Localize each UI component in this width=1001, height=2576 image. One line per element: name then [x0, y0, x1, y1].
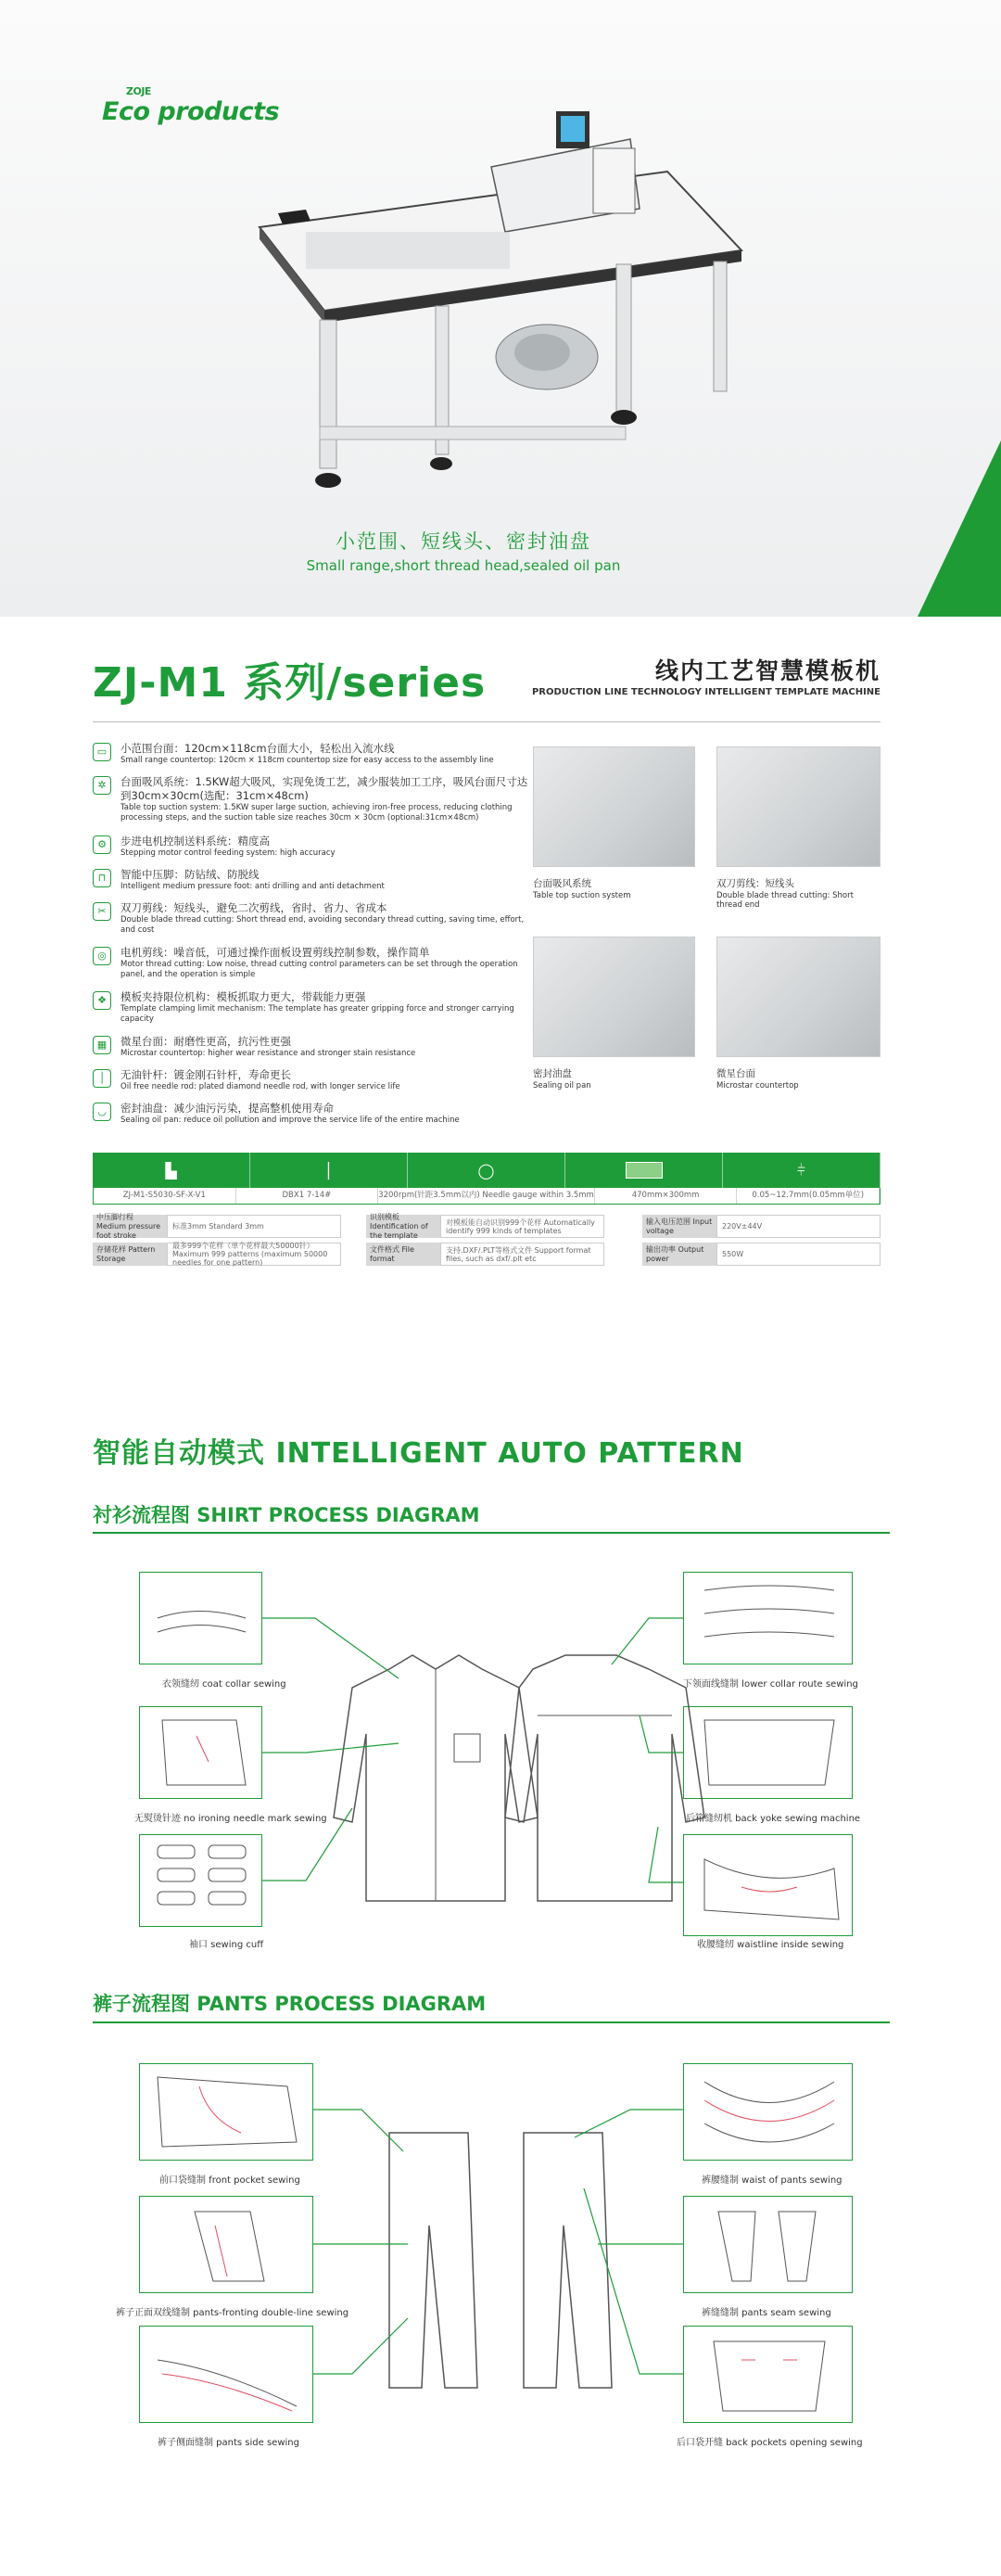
pants-step-box [139, 2196, 313, 2293]
spec-area: 470mm×300mm [595, 1188, 738, 1204]
shirt-step-box [139, 1706, 262, 1799]
pants-step-box [683, 2196, 853, 2293]
spec-thickness: 0.05~12.7mm(0.05mm单位) [737, 1188, 880, 1204]
hero-banner [0, 0, 1001, 617]
pants-step-box [683, 2063, 853, 2161]
sewing-machine-icon: ▙ [93, 1153, 250, 1188]
countertop-icon: ▭ [93, 743, 111, 761]
pants-step-label: 裤缝缝制 pants seam sewing [702, 2308, 831, 2318]
feature-item: ✲ 台面吸风系统：1.5KW超大吸风，实现免烫工艺，减少服装加工工序，吸风台面尺寸达到30cm×30cm(选配：31cm×48cm) Table top suction system: 1.5KW super large suction, achieving iron-free process, reducing clothing processing steps, and the suction table size reaches 30cm × 30cm (optional:31cm×48cm) [93, 775, 528, 823]
shirt-step-box [683, 1706, 853, 1799]
photo-caption-en: Sealing oil pan [533, 1081, 591, 1090]
pants-step-box [139, 2326, 313, 2423]
photo-caption-en: Microstar countertop [716, 1081, 799, 1090]
section-heading-pants: 裤子流程图 PANTS PROCESS DIAGRAM [93, 1993, 487, 2015]
presser-foot-icon: ⊓ [93, 869, 111, 887]
subtitle-en: PRODUCTION LINE TECHNOLOGY INTELLIGENT TEMPLATE MACHINE [531, 687, 881, 697]
section-heading-auto: 智能自动模式 INTELLIGENT AUTO PATTERN [93, 1437, 744, 1470]
motor-icon: ⚙ [93, 835, 111, 854]
scissors-icon: ✂ [93, 902, 111, 921]
feature-item: ▦ 微星台面：耐磨性更高，抗污性更强 Microstar countertop: higher wear resistance and stronger stain resistance [93, 1035, 528, 1059]
param-row: 识别模板 Identification of the template 对模板能自动识别999个花样 Automatically identify 999 kinds of templates [366, 1215, 604, 1238]
suction-icon: ✲ [93, 776, 111, 795]
photo-caption-cn: 双刀剪线：短线头 [716, 878, 794, 889]
divider [93, 2021, 890, 2023]
feature-item: ⚙ 步进电机控制送料系统：精度高 Stepping motor control feeding system: high accuracy [93, 835, 528, 859]
feature-item: ◡ 密封油盘：减少油污污染，提高整机使用寿命 Sealing oil pan: reduce oil pollution and improve the service life of the entire machine [93, 1102, 528, 1126]
photo-caption-en: Double blade thread cutting: Short thread end [716, 891, 854, 910]
shirt-step-box [683, 1572, 853, 1664]
spec-model: ZJ-M1-S5030-SF-X-V1 [94, 1188, 236, 1204]
shirt-step-label: 收腰缝纫 waistline inside sewing [697, 1940, 844, 1950]
thickness-icon: ⫩ [723, 1153, 881, 1188]
clamp-icon: ❖ [93, 991, 111, 1010]
pants-step-label: 裤子正面双线缝制 pants-fronting double-line sewing [116, 2308, 349, 2318]
pants-step-label: 裤子侧面缝制 pants side sewing [158, 2438, 299, 2448]
param-row: 输出功率 Output power 550W [642, 1243, 881, 1266]
feature-item: ⊓ 智能中压脚：防钻绒、防脱线 Intelligent medium pressure foot: anti drilling and anti detachment [93, 868, 528, 892]
corner-accent [918, 440, 1001, 617]
photo-caption-en: Table top suction system [533, 891, 631, 900]
spec-needle: DBX1 7-14# [236, 1188, 379, 1204]
stitch-length-icon: ◯ [408, 1153, 565, 1188]
shirt-step-label: 无熨烫针迹 no ironing needle mark sewing [134, 1814, 327, 1824]
sewing-area-icon [565, 1153, 723, 1188]
shirt-step-label: 衣领缝纫 coat collar sewing [162, 1679, 286, 1690]
feature-item: ▭ 小范围台面：120cm×118cm台面大小，轻松出入流水线 Small range countertop: 120cm × 118cm countertop size for easy access to the assembly line [93, 742, 528, 766]
photo-thread-cutting [716, 746, 881, 867]
shirt-step-label: 下领面线缝制 lower collar route sewing [683, 1679, 858, 1690]
tagline-en: Small range,short thread head,sealed oil pan [306, 557, 621, 574]
shirt-step-box [139, 1834, 262, 1927]
spec-icon-bar [93, 1153, 881, 1188]
feature-item: ❖ 模板夹持限位机构：模板抓取力更大，带载能力更强 Template clamping limit mechanism: The template has greater gripping force and stronger carrying capacity [93, 990, 528, 1025]
oil-pan-icon: ◡ [93, 1103, 111, 1121]
photo-oil-pan [533, 937, 695, 1057]
divider [93, 1532, 890, 1534]
photo-caption-cn: 微星台面 [716, 1068, 755, 1079]
photo-caption-cn: 密封油盘 [533, 1068, 572, 1079]
brand-logo: ZOJE Eco products [102, 85, 280, 126]
needle-icon: │ [250, 1153, 408, 1188]
pants-step-label: 前口袋缝制 front pocket sewing [159, 2175, 300, 2186]
microstar-icon: ▦ [93, 1036, 111, 1054]
tagline-cn: 小范围、短线头、密封油盘 [336, 530, 591, 553]
photo-caption-cn: 台面吸风系统 [533, 878, 591, 889]
shirt-step-label: 袖口 sewing cuff [189, 1940, 264, 1950]
feature-item: ◎ 电机剪线：噪音低，可通过操作面板设置剪线控制参数，操作简单 Motor thread cutting: Low noise, thread cutting control parameters can be set through the operation panel, and the operation is simple [93, 946, 528, 980]
divider [93, 721, 881, 722]
model-title: ZJ-M1 系列/series [93, 659, 487, 707]
needle-bar-icon: │ [93, 1069, 111, 1088]
param-row: 输入电压范围 Input voltage 220V±44V [642, 1215, 881, 1238]
param-row: 文件格式 File format 支持.DXF/.PLT等格式文件 Support format files, such as dxf/.plt etc [366, 1243, 604, 1266]
machine-illustration [0, 0, 1001, 617]
shirt-step-box [683, 1834, 853, 1936]
shirt-step-box [139, 1572, 262, 1664]
feature-item: ✂ 双刀剪线：短线头，避免二次剪线，省时、省力、省成本 Double blade thread cutting: Short thread end, avoiding secondary thread cutting, saving time, effort, and cost [93, 901, 528, 936]
photo-microstar [716, 937, 881, 1057]
cut-motor-icon: ◎ [93, 947, 111, 965]
feature-item: │ 无油针杆：镀金刚石针杆，寿命更长 Oil free needle rod: plated diamond needle rod, with longer service life [93, 1068, 528, 1092]
param-row: 存储花样 Pattern Storage 最多999个花样（单个花样最大50000针） Maximum 999 patterns (maximum 50000 needles for one pattern) [93, 1243, 341, 1266]
section-heading-shirt: 衬衫流程图 SHIRT PROCESS DIAGRAM [93, 1504, 480, 1526]
pants-step-label: 后口袋开缝 back pockets opening sewing [677, 2438, 863, 2448]
pants-step-label: 裤腰缝制 waist of pants sewing [702, 2175, 843, 2186]
pants-step-box [683, 2326, 853, 2423]
spec-speed: 3200rpm(针距3.5mm以内) Needle gauge within 3.5mm [378, 1188, 595, 1204]
subtitle-cn: 线内工艺智慧模板机 [654, 657, 881, 684]
pants-step-box [139, 2063, 313, 2161]
photo-suction-table [533, 746, 695, 867]
param-row: 中压脚行程 Medium pressure foot stroke 标准3mm Standard 3mm [93, 1215, 341, 1238]
shirt-step-label: 后箱缝纫机 back yoke sewing machine [686, 1814, 861, 1824]
spec-values [93, 1188, 881, 1205]
